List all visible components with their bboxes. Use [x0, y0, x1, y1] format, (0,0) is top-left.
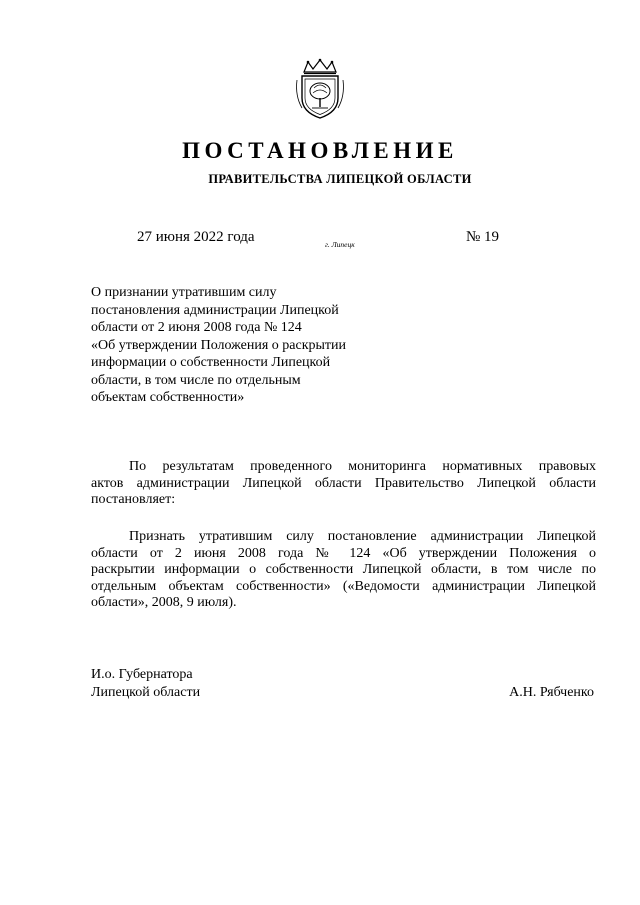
heading-line: объектам собственности» [91, 390, 245, 405]
signatory-name: А.Н. Рябченко [509, 685, 594, 700]
heading-line: постановления администрации Липецкой [91, 302, 339, 318]
paragraph-line: актов администрации Липецкой области Правительство Липецкой области [91, 475, 596, 491]
paragraph-line: раскрытии информации о собственности Липецкой области, в том числе по [91, 562, 596, 577]
document-title: ПОСТАНОВЛЕНИЕ [182, 138, 458, 163]
signatory-position [91, 666, 200, 702]
heading-line: «Об утверждении Положения о раскрытии [91, 337, 347, 353]
paragraph-line: постановляет: [91, 492, 176, 507]
paragraph-line: области от 2 июня 2008 года № 124 «Об утверждении Положения о [91, 545, 596, 561]
heading-line: области от 2 июня 2008 года № 124 [91, 320, 302, 335]
body-paragraph-1 [91, 459, 596, 509]
paragraph-line: области», 2008, 9 июля). [91, 595, 237, 610]
heading-line: информации о собственности Липецкой [91, 355, 331, 370]
body-paragraph-2 [91, 529, 596, 612]
paragraph-line: По результатам проведенного мониторинга нормативных правовых [129, 459, 596, 474]
heading-line: О признании утратившим силу [91, 285, 277, 300]
document-number: № 19 [466, 229, 500, 245]
coat-of-arms-icon [294, 58, 346, 120]
heading-line: области, в том числе по отдельным [91, 372, 301, 388]
paragraph-line: Признать утратившим силу постановление администрации Липецкой [129, 529, 596, 544]
position-line: Липецкой области [91, 685, 201, 700]
document-date: 27 июня 2022 года [137, 229, 255, 245]
document-city: г. Липецк [325, 240, 355, 249]
issuing-authority: ПРАВИТЕЛЬСТВА ЛИПЕЦКОЙ ОБЛАСТИ [208, 172, 472, 186]
document-heading [91, 284, 401, 407]
position-line: И.о. Губернатора [91, 667, 193, 682]
paragraph-line: отдельным объектам собственности» («Ведомости администрации Липецкой [91, 578, 596, 594]
